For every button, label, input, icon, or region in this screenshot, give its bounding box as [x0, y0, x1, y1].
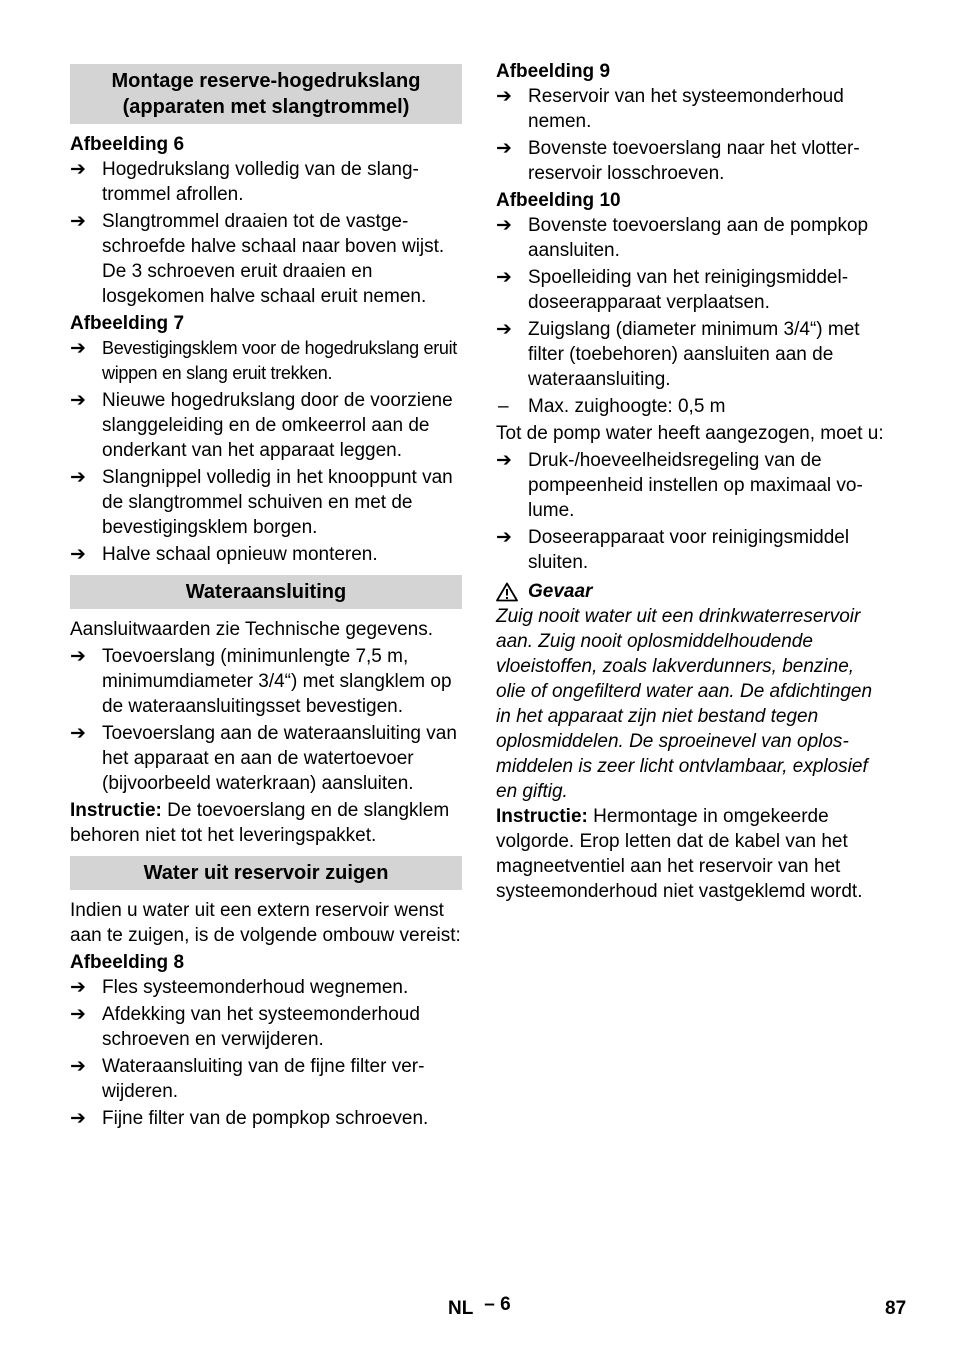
instruction-note [496, 804, 888, 904]
arrow-right-icon [70, 465, 102, 540]
dash-icon [496, 394, 528, 419]
right-column [496, 63, 888, 906]
note-text: Hermontage in omgekeerde volgorde. Erop letten dat de kabel van het magneetventiel aan het reservoir van het systeemonderhoud niet vastgeklemd wordt. [496, 806, 863, 902]
note-text: De toevoerslang en de slangklem behoren niet tot het leveringspakket. [70, 800, 450, 846]
list-item-dash [496, 394, 888, 419]
list-item [70, 209, 462, 309]
arrow-right-icon [70, 975, 102, 1000]
step-text: Druk-/hoeveelheidsregeling van de pompeenheid instellen op maximaal volume. [528, 450, 863, 521]
step-text: Max. zuighoogte: 0,5 m [528, 396, 726, 417]
arrow-right-icon [70, 721, 102, 796]
list-item [496, 265, 888, 315]
list-item [496, 136, 888, 186]
arrow-right-icon [70, 388, 102, 463]
step-text: Fles systeemonderhoud wegnemen. [102, 977, 409, 998]
section-heading-montage [70, 64, 462, 124]
figure-label-10: Afbeelding 10 [496, 190, 621, 211]
step-text: Slangnippel volledig in het knooppunt van de slangtrommel schuiven en met de bevestigingsklem borgen. [102, 467, 453, 538]
step-text: Bovenste toevoerslang aan de pompkop aansluiten. [528, 215, 869, 261]
list-item [496, 448, 888, 523]
step-text: Toevoerslang (minimunlengte 7,5 m, minimumdiameter 3/4“) met slangklem op de wateraansluitingsset bevestigen. [102, 646, 452, 717]
instruction-note [70, 798, 462, 848]
list-item [496, 317, 888, 392]
arrow-right-icon [496, 213, 528, 263]
list-item [70, 644, 462, 719]
arrow-right-icon [496, 317, 528, 392]
figure-label-9: Afbeelding 9 [496, 61, 611, 82]
arrow-right-icon [70, 1106, 102, 1131]
list-item [70, 1054, 462, 1104]
warning-title: Gevaar [528, 581, 593, 602]
list-item [70, 465, 462, 540]
arrow-right-icon [70, 644, 102, 719]
footer-language [448, 1294, 511, 1320]
intro-text: Aansluitwaarden zie Technische gegevens. [70, 619, 433, 640]
warning-triangle-icon [496, 582, 518, 602]
list-item [70, 157, 462, 207]
arrow-right-icon [496, 448, 528, 523]
arrow-right-icon [70, 1002, 102, 1052]
language-code: NL [448, 1298, 473, 1319]
step-text: Halve schaal opnieuw monteren. [102, 544, 378, 565]
arrow-right-icon [70, 209, 102, 309]
warning-text: Zuig nooit water uit een drinkwaterreservoir aan. Zuig nooit oplosmiddelhoudende vloeistoffen, zoals lakverdunners, benzine, olie of ongefilterd water aan. De afdichtingen in het apparaat zijn niet bestand tegen oplosmiddelen. De sproeinevel van oplosmiddelen is zeer licht ontvlambaar, explosief en giftig. [496, 606, 873, 802]
figure-label-7: Afbeelding 7 [70, 313, 185, 334]
list-item [70, 975, 462, 1000]
list-item [70, 542, 462, 567]
step-text: Nieuwe hogedrukslang door de voorziene slanggeleiding en de omkeerrol aan de onderkant van het apparaat leggen. [102, 390, 453, 461]
section-heading-line2: (apparaten met slangtrommel) [122, 96, 410, 118]
step-text: Slangtrommel draaien tot de vastgeschroefde halve schaal naar boven wijst. De 3 schroeven eruit draaien en losgekomen halve schaal eruit nemen. [102, 211, 445, 307]
note-label: Instructie: [70, 800, 162, 821]
left-column [70, 63, 462, 1133]
step-text: Bovenste toevoerslang naar het vlotterreservoir losschroeven. [528, 138, 860, 184]
arrow-right-icon [70, 542, 102, 567]
list-item [70, 388, 462, 463]
list-item [496, 213, 888, 263]
warning-heading [496, 579, 888, 604]
step-text: Afdekking van het systeemonderhoud schroeven en verwijderen. [102, 1004, 420, 1050]
arrow-right-icon [70, 336, 102, 386]
list-item [496, 525, 888, 575]
arrow-right-icon [70, 1054, 102, 1104]
arrow-right-icon [496, 265, 528, 315]
list-item [496, 84, 888, 134]
section-heading-line1: Montage reserve-hogedrukslang [111, 70, 421, 92]
list-item [70, 1106, 462, 1131]
list-item [70, 336, 462, 386]
step-text: Bevestigingsklem voor de hogedrukslang eruit wippen en slang eruit trekken. [102, 338, 458, 383]
step-text: Zuigslang (diameter minimum 3/4“) met filter (toebehoren) aansluiten aan de wateraansluiting. [528, 319, 860, 390]
section-page: – 6 [484, 1294, 511, 1315]
arrow-right-icon [496, 136, 528, 186]
step-text: Fijne filter van de pompkop schroeven. [102, 1108, 429, 1129]
step-text: Toevoerslang aan de wateraansluiting van het apparaat en aan de watertoevoer (bijvoorbeeld waterkraan) aansluiten. [102, 723, 457, 794]
page-number: 87 [885, 1298, 907, 1319]
step-text: Spoelleiding van het reinigingsmiddeldoseerapparaat verplaatsen. [528, 267, 849, 313]
note-label: Instructie: [496, 806, 588, 827]
list-item [70, 1002, 462, 1052]
section-heading-wateraansluiting: Wateraansluiting [70, 575, 462, 609]
intro-text: Indien u water uit een extern reservoir wenst aan te zuigen, is de volgende ombouw vereist: [70, 900, 461, 946]
figure-label-6: Afbeelding 6 [70, 134, 185, 155]
step-text: Doseerapparaat voor reinigingsmiddel sluiten. [528, 527, 850, 573]
figure-label-8: Afbeelding 8 [70, 952, 185, 973]
arrow-right-icon [70, 157, 102, 207]
section-heading-reservoir: Water uit reservoir zuigen [70, 856, 462, 890]
step-text: Reservoir van het systeemonderhoud nemen. [528, 86, 844, 132]
list-item [70, 721, 462, 796]
arrow-right-icon [496, 84, 528, 134]
step-text: Hogedrukslang volledig van de slangtrommel afrollen. [102, 159, 419, 205]
pump-intro-text: Tot de pomp water heeft aangezogen, moet u: [496, 423, 884, 444]
step-text: Wateraansluiting van de fijne filter verwijderen. [102, 1056, 425, 1102]
arrow-right-icon [496, 525, 528, 575]
